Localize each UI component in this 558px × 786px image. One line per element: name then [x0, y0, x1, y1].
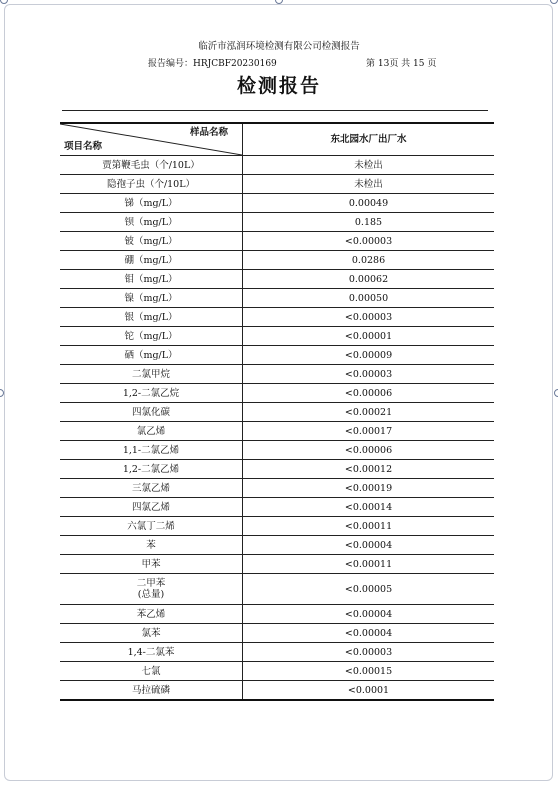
- result-value-cell: <0.00021: [243, 403, 495, 422]
- result-value-cell: <0.00004: [243, 624, 495, 643]
- result-value-cell: <0.00006: [243, 441, 495, 460]
- item-name: 锑（mg/L）: [124, 197, 178, 209]
- company-header: 临沂市泓润环境检测有限公司检测报告: [198, 41, 360, 52]
- table-row: [60, 517, 494, 536]
- table-row: [60, 643, 494, 662]
- item-name: 隐孢子虫（个/10L）: [106, 178, 196, 190]
- table-row: [60, 270, 494, 289]
- table-row: [60, 232, 494, 251]
- table-row: [60, 308, 494, 327]
- result-value-cell: 0.0286: [243, 251, 495, 270]
- result-value-cell: 0.00062: [243, 270, 495, 289]
- column-title: 东北园水厂出厂水: [330, 134, 407, 145]
- table-row: [60, 681, 494, 701]
- result-value-cell: <0.00012: [243, 460, 495, 479]
- corner-handle-top-right[interactable]: [550, 0, 558, 4]
- item-name: 钼（mg/L）: [124, 273, 178, 285]
- item-name-cell: [60, 536, 243, 555]
- table-row: [60, 624, 494, 643]
- item-name: 镍（mg/L）: [124, 292, 178, 304]
- item-name: 1,2-二氯乙烷: [122, 387, 180, 399]
- item-name: 七氯: [141, 665, 161, 677]
- table-row: [60, 498, 494, 517]
- result-value-cell: 0.00049: [243, 194, 495, 213]
- result-value-cell: <0.00006: [243, 384, 495, 403]
- table-row: [60, 251, 494, 270]
- result-value-cell: <0.00011: [243, 517, 495, 536]
- item-name-cell: [60, 232, 243, 251]
- item-name-cell: [60, 498, 243, 517]
- item-name: 氯苯: [141, 627, 161, 639]
- item-name-cell: [60, 662, 243, 681]
- item-name: 苯: [146, 539, 156, 551]
- item-name: 硼（mg/L）: [124, 254, 178, 266]
- result-value-cell: <0.00005: [243, 574, 495, 605]
- item-name: 1,1-二氯乙烯: [122, 444, 180, 456]
- item-name-cell: [60, 555, 243, 574]
- table-row: [60, 327, 494, 346]
- item-name-cell: [60, 681, 243, 701]
- result-value-cell: <0.00003: [243, 365, 495, 384]
- item-name-cell: [60, 479, 243, 498]
- table-row: [60, 460, 494, 479]
- table-row: [60, 384, 494, 403]
- item-name: 马拉硫磷: [131, 684, 170, 696]
- result-value-cell: <0.00019: [243, 479, 495, 498]
- table-row: [60, 289, 494, 308]
- item-name-cell: [60, 156, 243, 175]
- item-name: 六氯丁二烯: [127, 520, 175, 532]
- item-name: 苯乙烯: [136, 608, 166, 620]
- item-name-cell: [60, 624, 243, 643]
- page-title: 检测报告: [236, 75, 321, 97]
- result-value-cell: 未检出: [243, 156, 495, 175]
- result-value-cell: <0.00003: [243, 643, 495, 662]
- item-name: 1,4-二氯苯: [127, 646, 175, 658]
- item-name: 铍（mg/L）: [124, 235, 178, 247]
- item-name-cell: [60, 270, 243, 289]
- table-row: [60, 555, 494, 574]
- item-name: 氯乙烯: [136, 425, 166, 437]
- result-value-cell: <0.00004: [243, 536, 495, 555]
- table-row: [60, 574, 494, 605]
- item-name: 四氯化碳: [131, 406, 170, 418]
- corner-handle-top-left[interactable]: [0, 0, 8, 4]
- item-name: 银（mg/L）: [124, 311, 178, 323]
- result-value-cell: <0.00004: [243, 605, 495, 624]
- item-name: 二氯甲烷: [131, 368, 170, 380]
- report-number: 报告编号：HRJCBF20230169: [148, 59, 277, 69]
- item-name-cell: [60, 213, 243, 232]
- table-row: [60, 536, 494, 555]
- edge-handle-right[interactable]: [554, 389, 558, 397]
- table-row: [60, 662, 494, 681]
- item-name-cell: [60, 251, 243, 270]
- item-name-cell: [60, 384, 243, 403]
- table-row: [60, 213, 494, 232]
- results-table: [60, 122, 494, 701]
- table-row: [60, 365, 494, 384]
- result-value-cell: <0.00003: [243, 232, 495, 251]
- item-name-cell: [60, 643, 243, 662]
- item-name-cell: [60, 460, 243, 479]
- item-name-cell: [60, 605, 243, 624]
- table-row: [60, 422, 494, 441]
- item-name-cell: [60, 175, 243, 194]
- item-name-cell: [60, 574, 243, 605]
- header-rule: [62, 110, 488, 111]
- table-row: [60, 605, 494, 624]
- item-name: 二甲苯: [136, 578, 166, 589]
- table-row: [60, 441, 494, 460]
- table-row: [60, 346, 494, 365]
- table-row: [60, 175, 494, 194]
- item-name-cell: [60, 289, 243, 308]
- result-value-cell: <0.00009: [243, 346, 495, 365]
- item-name: 铊（mg/L）: [124, 330, 178, 342]
- item-name-cell: [60, 327, 243, 346]
- header-sample-label: 样品名称: [189, 127, 228, 138]
- item-name-cell: [60, 365, 243, 384]
- table-row: [60, 479, 494, 498]
- header-item-label: 项目名称: [64, 141, 103, 152]
- result-value-cell: <0.00003: [243, 308, 495, 327]
- item-name-cell: [60, 422, 243, 441]
- item-name: 甲苯: [141, 558, 161, 570]
- result-value-cell: 0.00050: [243, 289, 495, 308]
- result-value-cell: 0.185: [243, 213, 495, 232]
- item-name-cell: [60, 441, 243, 460]
- result-value-cell: <0.00001: [243, 327, 495, 346]
- item-name-cell: [60, 194, 243, 213]
- page-info: 第 13页 共 15 页: [366, 59, 437, 69]
- result-value-cell: <0.00011: [243, 555, 495, 574]
- item-name-cell: [60, 517, 243, 536]
- item-name-line2: (总量): [137, 589, 165, 600]
- table-row: [60, 156, 494, 175]
- item-name-cell: [60, 308, 243, 327]
- diagonal-header-cell: [60, 123, 243, 156]
- item-name: 1,2-二氯乙烯: [122, 463, 180, 475]
- item-name: 硒（mg/L）: [124, 349, 178, 361]
- result-value-cell: <0.00017: [243, 422, 495, 441]
- item-name: 四氯乙烯: [131, 501, 170, 513]
- item-name: 钡（mg/L）: [124, 216, 178, 228]
- table-row: [60, 194, 494, 213]
- item-name: 贾第鞭毛虫（个/10L）: [102, 159, 200, 171]
- result-value-cell: <0.00014: [243, 498, 495, 517]
- table-header-row: [60, 123, 494, 156]
- result-value-cell: <0.00015: [243, 662, 495, 681]
- item-name: 三氯乙烯: [131, 482, 170, 494]
- result-value-cell: 未检出: [243, 175, 495, 194]
- table-row: [60, 403, 494, 422]
- result-value-cell: <0.0001: [243, 681, 495, 701]
- item-name-cell: [60, 403, 243, 422]
- item-name-cell: [60, 346, 243, 365]
